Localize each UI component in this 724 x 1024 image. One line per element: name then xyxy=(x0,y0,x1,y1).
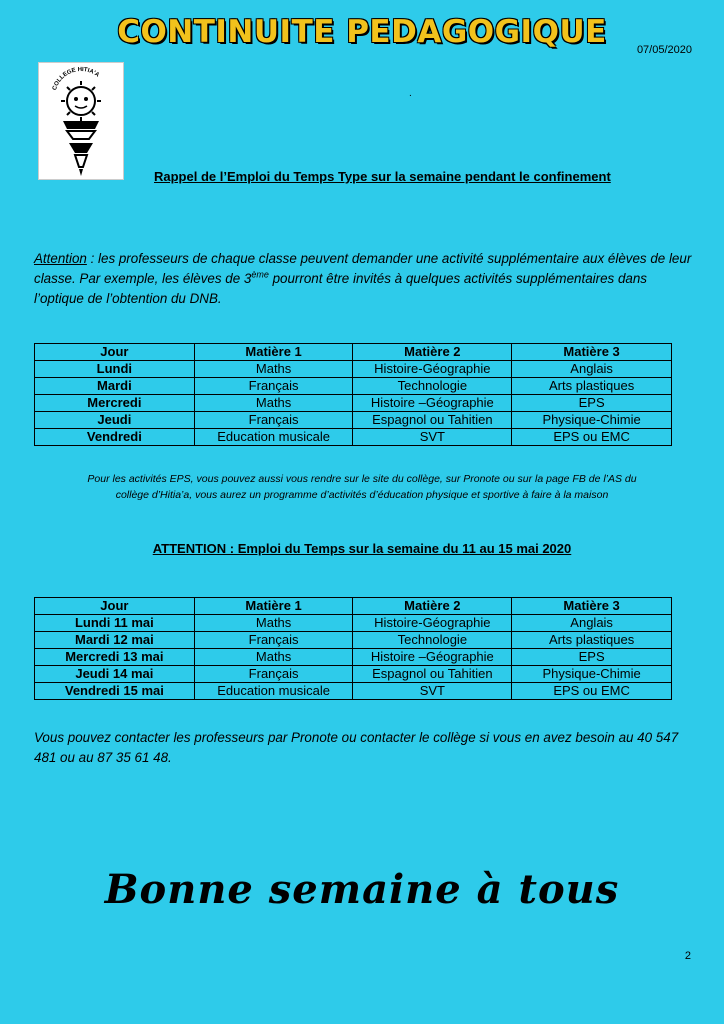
subject-cell: Maths xyxy=(194,395,353,412)
closing-message: Bonne semaine à tous xyxy=(104,866,620,913)
college-logo xyxy=(38,62,124,180)
day-cell: Mercredi xyxy=(35,395,195,412)
eps-note-line-1: Pour les activités EPS, vous pouvez aussi vous rendre sur le site du collège, sur Pronote ou sur la page FB de l’AS du xyxy=(87,473,637,485)
document-date: 07/05/2020 xyxy=(636,44,692,56)
stray-dot: . xyxy=(409,88,412,99)
subject-cell: Espagnol ou Tahitien xyxy=(353,666,512,683)
subject-cell: Histoire-Géographie xyxy=(353,361,512,378)
eps-note-line-2: collège d’Hitia’a, vous aurez un programme d’activités d’éducation physique et sportive à faire à la maison xyxy=(115,489,609,501)
day-cell: Vendredi xyxy=(35,429,195,446)
column-header: Matière 3 xyxy=(512,344,672,361)
section1-heading: Rappel de l’Emploi du Temps Type sur la semaine pendant le confinement xyxy=(154,169,611,184)
subject-cell: EPS xyxy=(512,395,672,412)
table-row xyxy=(35,666,672,683)
timetable-may-11-15 xyxy=(34,597,672,700)
column-header: Matière 1 xyxy=(194,344,353,361)
subject-cell: SVT xyxy=(353,429,512,446)
subject-cell: Maths xyxy=(194,649,353,666)
table-row xyxy=(35,429,672,446)
subject-cell: Français xyxy=(194,378,353,395)
column-header: Matière 3 xyxy=(512,598,672,615)
subject-cell: Anglais xyxy=(512,361,672,378)
table-row xyxy=(35,395,672,412)
subject-cell: Technologie xyxy=(353,632,512,649)
table-row xyxy=(35,361,672,378)
table-row xyxy=(35,632,672,649)
subject-cell: EPS ou EMC xyxy=(512,683,672,700)
day-cell: Vendredi 15 mai xyxy=(35,683,195,700)
subject-cell: Education musicale xyxy=(194,429,353,446)
day-cell: Lundi 11 mai xyxy=(35,615,195,632)
table-header-row xyxy=(35,344,672,361)
attention-label: Attention xyxy=(34,251,87,266)
table-row xyxy=(35,615,672,632)
table-row xyxy=(35,412,672,429)
eps-note xyxy=(30,471,694,503)
subject-cell: Arts plastiques xyxy=(512,632,672,649)
section2-heading: ATTENTION : Emploi du Temps sur la semaine du 11 au 15 mai 2020 xyxy=(152,541,572,556)
attention-text-a: : les professeurs de chaque classe peuvent demander une activité supplémentaire aux élèves de leur classe. Par exemple, les élèves de 3 xyxy=(34,251,692,286)
attention-sup: ème xyxy=(251,269,269,280)
attention-text-b: pourront être invités à quelques activités supplémentaires dans l’optique de l’obtention du DNB. xyxy=(34,271,647,306)
subject-cell: Espagnol ou Tahitien xyxy=(353,412,512,429)
attention-paragraph xyxy=(34,249,694,309)
column-header: Matière 2 xyxy=(353,344,512,361)
page-number: 2 xyxy=(684,950,691,962)
subject-cell: Anglais xyxy=(512,615,672,632)
subject-cell: Arts plastiques xyxy=(512,378,672,395)
day-cell: Mardi xyxy=(35,378,195,395)
subject-cell: EPS ou EMC xyxy=(512,429,672,446)
subject-cell: SVT xyxy=(353,683,512,700)
subject-cell: Histoire –Géographie xyxy=(353,649,512,666)
page-title: CONTINUITE PEDAGOGIQUE xyxy=(117,14,607,50)
column-header: Matière 2 xyxy=(353,598,512,615)
college-logo-icon xyxy=(39,63,123,179)
day-cell: Mardi 12 mai xyxy=(35,632,195,649)
subject-cell: Français xyxy=(194,412,353,429)
logo-lettering: COLLEGE HITIA'A xyxy=(51,66,101,92)
table-row xyxy=(35,683,672,700)
day-cell: Mercredi 13 mai xyxy=(35,649,195,666)
subject-cell: Maths xyxy=(194,615,353,632)
table-row xyxy=(35,649,672,666)
column-header: Matière 1 xyxy=(194,598,353,615)
contact-paragraph: Vous pouvez contacter les professeurs par Pronote ou contacter le collège si vous en avez besoin au 40 547 481 ou au 87 35 61 48. xyxy=(34,730,679,765)
subject-cell: Physique-Chimie xyxy=(512,412,672,429)
column-header: Jour xyxy=(35,598,195,615)
timetable-typical-week xyxy=(34,343,672,446)
subject-cell: Histoire-Géographie xyxy=(353,615,512,632)
column-header: Jour xyxy=(35,344,195,361)
subject-cell: Education musicale xyxy=(194,683,353,700)
day-cell: Jeudi xyxy=(35,412,195,429)
table-header-row xyxy=(35,598,672,615)
subject-cell: EPS xyxy=(512,649,672,666)
subject-cell: Français xyxy=(194,666,353,683)
day-cell: Jeudi 14 mai xyxy=(35,666,195,683)
day-cell: Lundi xyxy=(35,361,195,378)
subject-cell: Physique-Chimie xyxy=(512,666,672,683)
subject-cell: Français xyxy=(194,632,353,649)
table-row xyxy=(35,378,672,395)
subject-cell: Maths xyxy=(194,361,353,378)
subject-cell: Histoire –Géographie xyxy=(353,395,512,412)
subject-cell: Technologie xyxy=(353,378,512,395)
